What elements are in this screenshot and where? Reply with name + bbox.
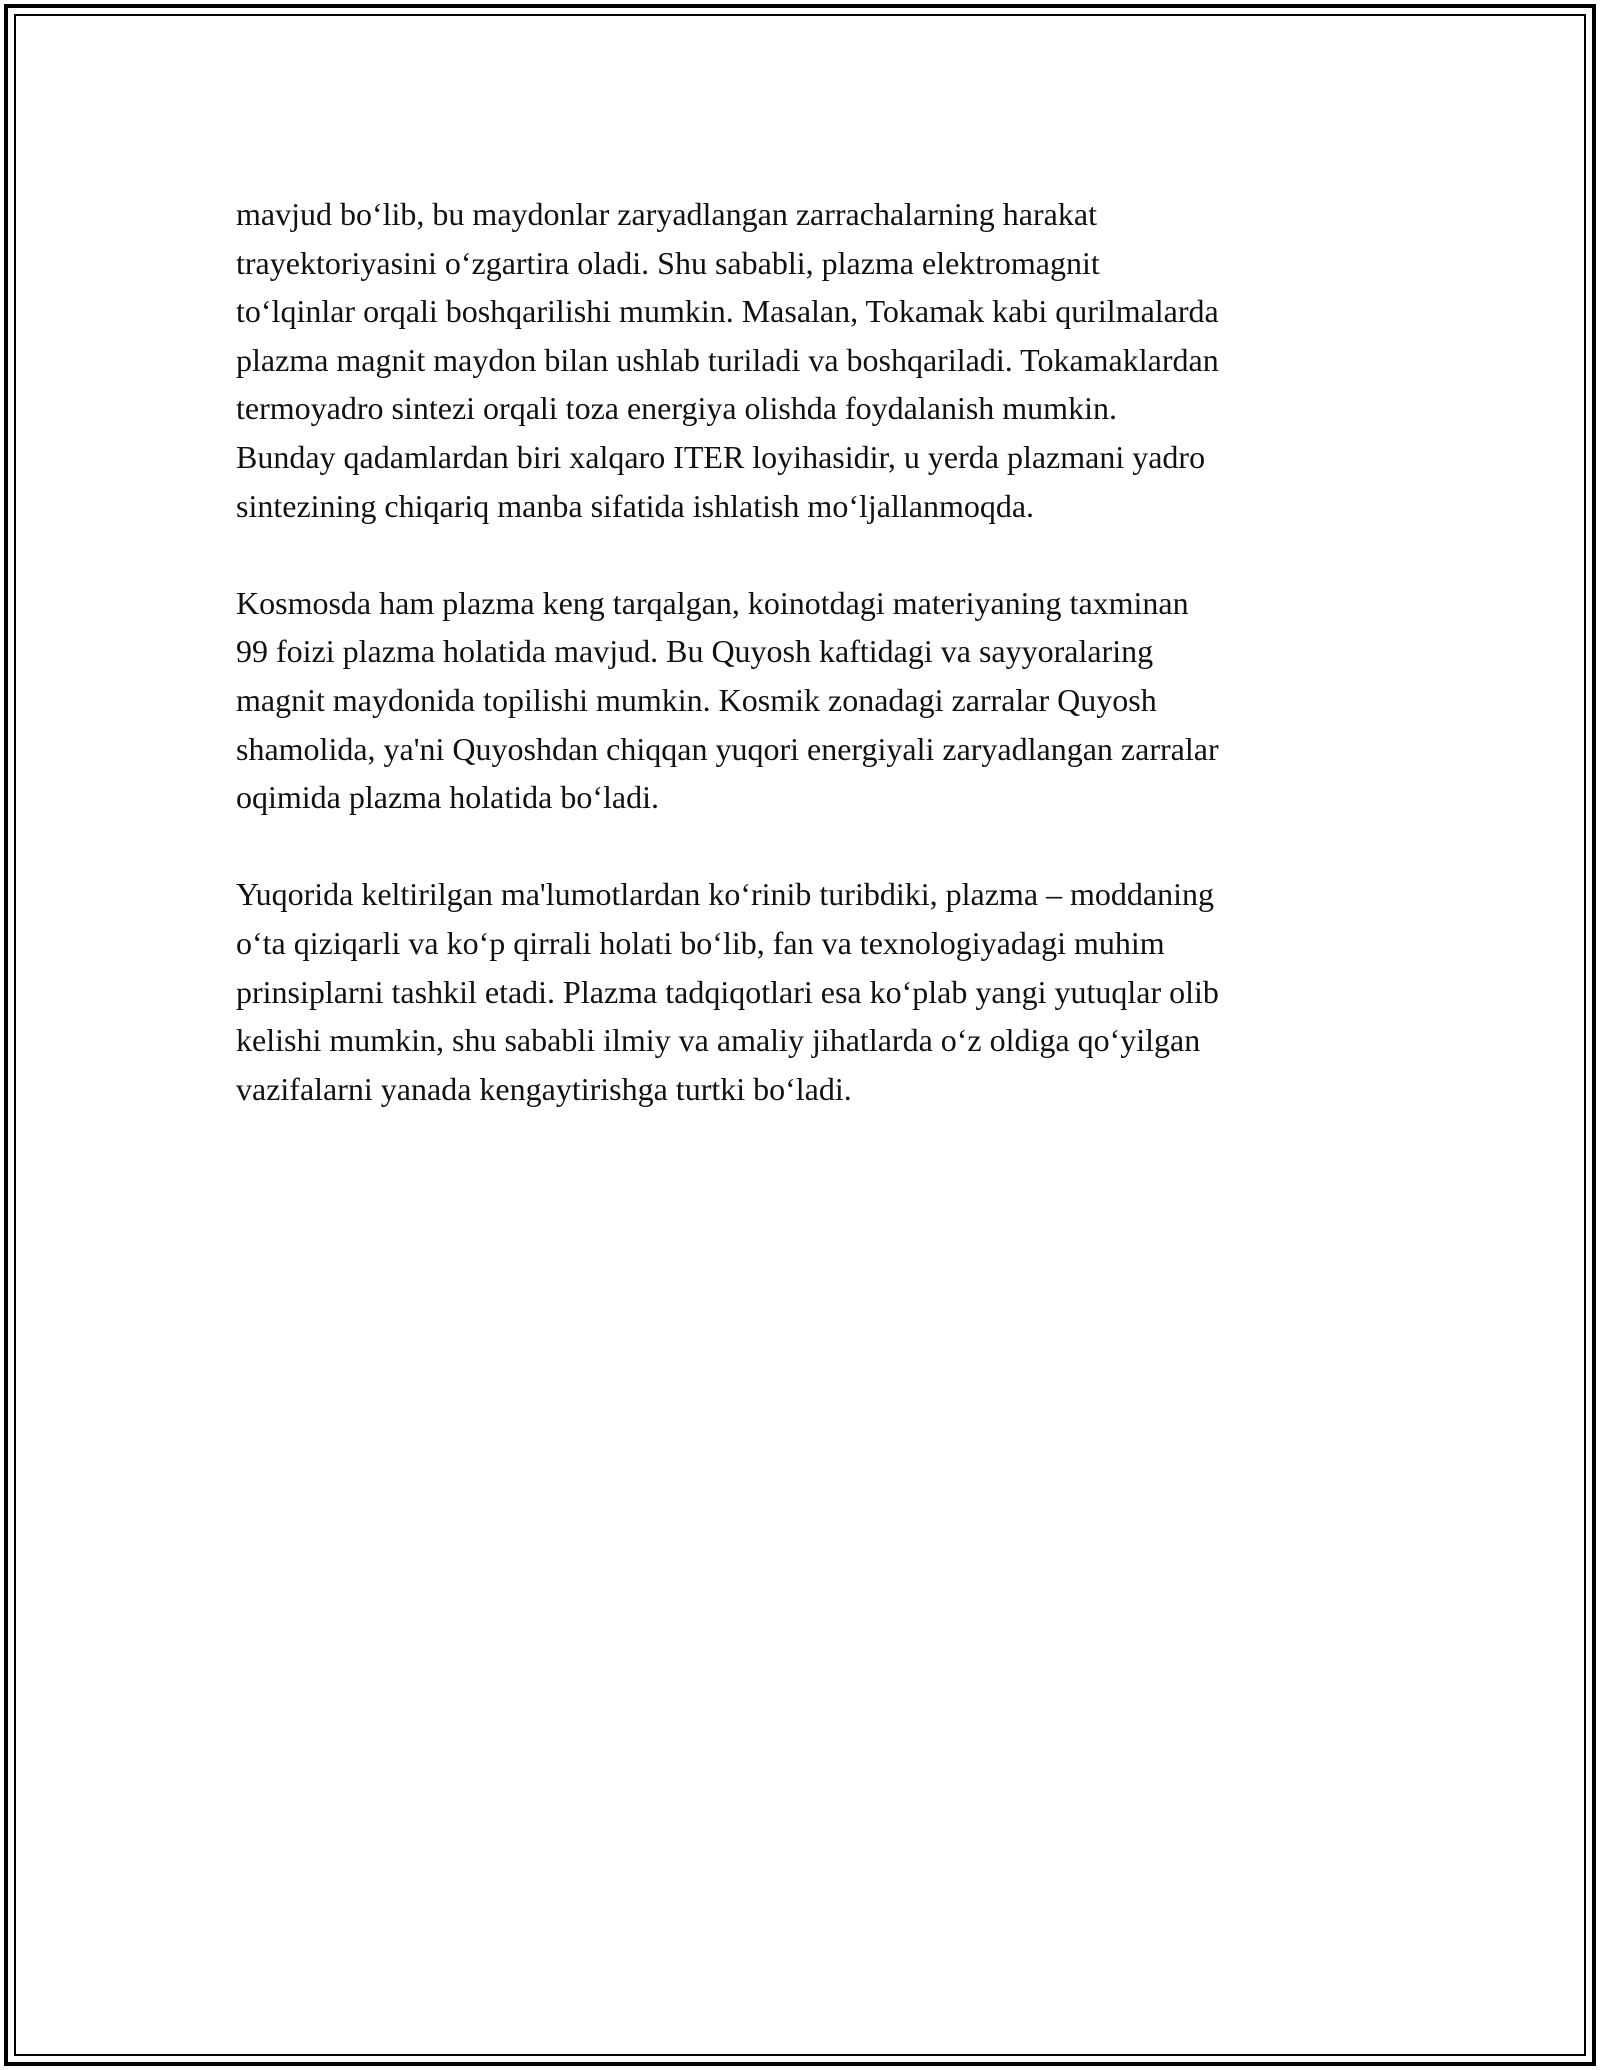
text-line: shamolida, ya'ni Quyoshdan chiqqan yuqori energiyali zaryadlangan zarralar [236,730,1219,767]
text-line: oqimida plazma holatida bo‘ladi. [236,779,659,816]
document-body [236,190,1376,1162]
text-line: Bunday qadamlardan biri xalqaro ITER loyihasidir, u yerda plazmani yadro [236,438,1206,475]
text-line: trayektoriyasini o‘zgartira oladi. Shu sababli, plazma elektromagnit [236,244,1100,281]
text-line: Kosmosda ham plazma keng tarqalgan, koinotdagi materiyaning taxminan [236,584,1189,621]
paragraph-1 [236,190,1376,530]
paragraph-2 [236,579,1376,822]
text-line: o‘ta qiziqarli va ko‘p qirrali holati bo‘lib, fan va texnologiyadagi muhim [236,924,1165,961]
text-line: 99 foizi plazma holatida mavjud. Bu Quyosh kaftidagi va sayyoralaring [236,633,1154,670]
text-line: to‘lqinlar orqali boshqarilishi mumkin. Masalan, Tokamak kabi qurilmalarda [236,293,1219,330]
text-line: prinsiplarni tashkil etadi. Plazma tadqiqotlari esa ko‘plab yangi yutuqlar olib [236,973,1219,1010]
text-line: mavjud bo‘lib, bu maydonlar zaryadlangan zarrachalarning harakat [236,196,1097,232]
text-line: sintezining chiqariq manba sifatida ishlatish mo‘ljallanmoqda. [236,487,1035,524]
text-line: plazma magnit maydon bilan ushlab turiladi va boshqariladi. Tokamaklardan [236,341,1219,378]
text-line: termoyadro sintezi orqali toza energiya olishda foydalanish mumkin. [236,390,1117,427]
text-line: vazifalarni yanada kengaytirishga turtki bo‘ladi. [236,1070,852,1107]
text-line: kelishi mumkin, shu sababli ilmiy va amaliy jihatlarda o‘z oldiga qo‘yilgan [236,1022,1201,1059]
text-line: Yuqorida keltirilgan ma'lumotlardan ko‘rinib turibdiki, plazma – moddaning [236,876,1214,913]
text-line: magnit maydonida topilishi mumkin. Kosmik zonadagi zarralar Quyosh [236,681,1157,718]
paragraph-3 [236,870,1376,1113]
